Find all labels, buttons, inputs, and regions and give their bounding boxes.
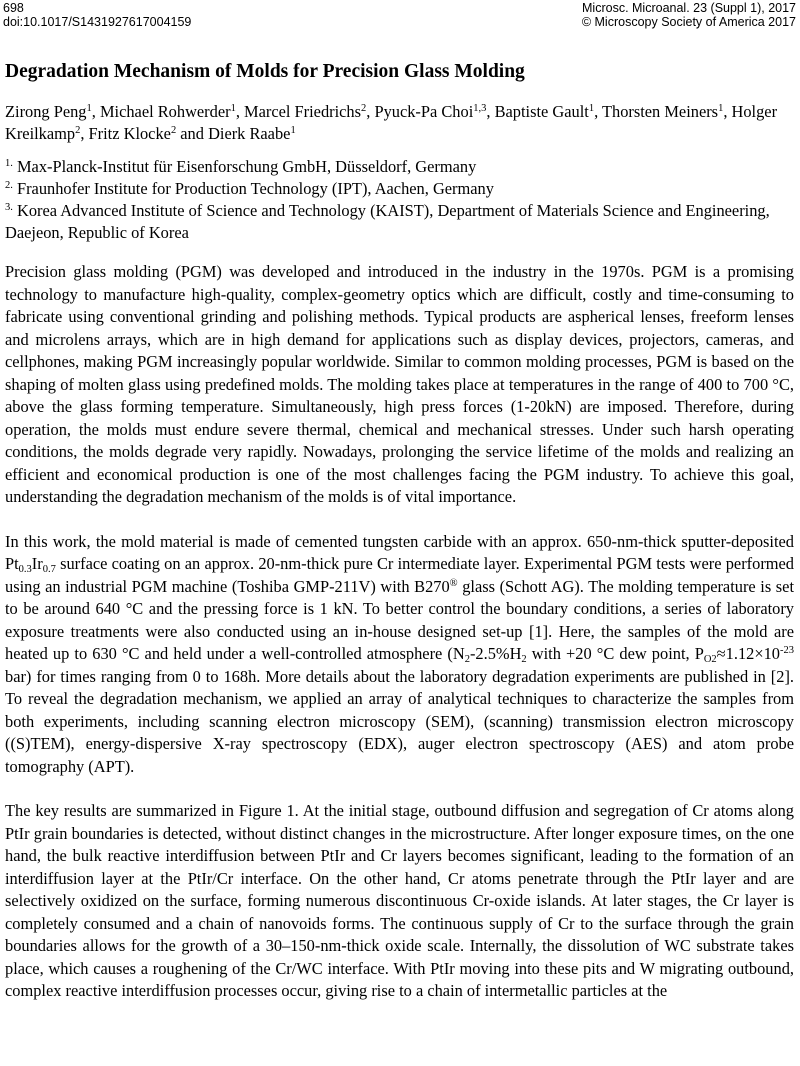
affiliation-text: Fraunhofer Institute for Production Technology (IPT), Aachen, Germany [16,179,494,198]
author: Pyuck-Pa Choi [374,102,474,121]
affiliation [5,200,794,244]
author-affiliation-mark: 1 [86,103,92,114]
paragraph-methods [5,531,794,779]
text-run: with +20 °C dew point, P [526,644,704,663]
affiliation-number: 3. [5,202,13,213]
subscript: 0.3 [18,564,32,575]
author: Thorsten Meiners [601,102,719,121]
author-list: Zirong Peng$^1$, Michael Rohwerder$^1$, Marcel Friedrichs$^2$, Pyuck-Pa Choi$^{1,3}$, Baptiste Gault$^1$, Thorsten Meiners$^1$, Holger Kreilkamp$^2$, Fritz Klocke$^2$ and Dierk Raabe$^1$ [5,102,778,143]
author-affiliation-mark: 1 [290,125,296,136]
copyright: © Microscopy Society of America 2017 [581,15,796,29]
running-header [0,0,800,38]
subscript: 2 [464,654,470,665]
doi: doi:10.1017/S1431927617004159 [3,15,192,29]
affiliation-number: 1. [5,158,13,169]
affiliation-text: Max-Planck-Institut für Eisenforschung GmbH, Düsseldorf, Germany [16,157,477,176]
author: Zirong Peng [5,102,87,121]
author: Michael Rohwerder [99,102,231,121]
author-affiliation-mark: 1 [588,103,595,114]
author-affiliation-mark: 1,3 [473,103,487,114]
page-number: 698 [3,1,24,15]
author-affiliation-mark: 2 [361,103,367,114]
author: Marcel Friedrichs [244,102,361,121]
author: Dierk Raabe [208,124,291,143]
article-title: Degradation Mechanism of Molds for Precision Glass Molding [5,61,525,82]
text-run: In this work, the mold material is made of cemented tungsten carbide with an approx. 650-nm-thick sputter-deposited Pt [5,531,794,573]
author: Baptiste Gault [494,102,589,121]
text-run: surface coating on an approx. 20-nm-thick pure Cr intermediate layer. Experimental PGM tests were performed using an industrial PGM machine (Toshiba GMP-211V) with B270 [5,554,794,596]
header-left [3,1,191,29]
paragraph-results: The key results are summarized in Figure 1. At the initial stage, outbound diffusion and segregation of Cr atoms along PtIr grain boundaries is detected, without distinct changes in the microstructure. After longer exposure times, on the one hand, the bulk reactive interdiffusion between PtIr and Cr layers becomes significant, leading to the formation of an interdiffusion layer at the PtIr/Cr interface. On the other hand, Cr atoms penetrate through the PtIr layer and are selectively oxidized on the surface, forming numerous discontinuous Cr-oxide islands. At later stages, the Cr layer is completely consumed and a chain of nanovoids forms. The continuous supply of Cr to the surface through the grain boundaries allows for the growth of a 30–150-nm-thick oxide scale. Internally, the dissolution of WC substrate takes place, which causes a roughening of the Cr/WC interface. With PtIr moving into these pits and W migrating outbound, complex reactive interdiffusion processes occur, giving rise to a chain of intermetallic particles at the [5,801,794,1000]
affiliation-number: 2. [5,180,13,191]
subscript: O2 [703,654,717,665]
subscript: 0.7 [42,564,56,575]
subscript: 2 [521,654,527,665]
text-run: -2.5%H [469,644,522,663]
header-right [582,1,796,29]
superscript: -23 [780,645,794,656]
author: Fritz Klocke [88,124,171,143]
author-affiliation-mark: 1 [718,103,724,114]
author: Holger Kreilkamp [5,102,778,143]
affiliation [5,178,794,200]
text-run: ≈1.12×10 [716,644,780,663]
text-run: glass (Schott AG). The molding temperature is set to be around 640 °C and the pressing force is 1 kN. To better control the boundary conditions, a series of laboratory exposure treatments were also conducted using an in-house designed set-up [1]. Here, the samples of the mold are heated up to 630 °C and held under a well-controlled atmosphere (N [5,576,794,663]
text-run: bar) for times ranging from 0 to 168h. More details about the laboratory degradation experiments are published in [2]. To reveal the degradation mechanism, we applied an array of analytical techniques to characterize the samples from both experiments, including scanning electron microscopy (SEM), (scanning) transmission electron microscopy ((S)TEM), energy-dispersive X-ray spectroscopy (EDX), auger electron spectroscopy (AES) and atom probe tomography (APT). [5,666,794,776]
article-body [5,60,794,1025]
text-run: Ir [31,554,43,573]
author-affiliation-mark: 2 [170,125,177,136]
journal-citation: Microsc. Microanal. 23 (Suppl 1), 2017 [582,1,796,15]
author-affiliation-mark: 1 [230,103,236,114]
affiliation-text: Korea Advanced Institute of Science and Technology (KAIST), Department of Materials Science and Engineering, Daejeon, Republic of Korea [5,201,770,242]
registered-mark: ® [449,577,458,589]
paragraph-introduction: Precision glass molding (PGM) was developed and introduced in the industry in the 1970s. PGM is a promising technology to manufacture high-quality, complex-geometry optics which are difficult, costly and time-consuming to fabricate using conventional grinding and polishing methods. Typical products are aspherical lenses, freeform lenses and microlens arrays, which are in high demand for applications such as display devices, projectors, cameras, and cellphones, making PGM increasingly popular worldwide. Similar to common molding processes, PGM is based on the shaping of molten glass using predefined molds. The molding takes place at temperatures in the range of 400 to 700 °C, above the glass forming temperature. Simultaneously, high press forces (1-20kN) are imposed. Therefore, during operation, the molds must endure severe thermal, chemical and mechanical stresses. Under such harsh operating conditions, the molds degrade very rapidly. Nowadays, prolonging the service lifetime of the molds and realizing an efficient and economical production is one of the most challenges facing the PGM industry. To achieve this goal, understanding the degradation mechanism of the molds is of vital importance. [5,262,794,506]
affiliation-list [5,156,794,244]
affiliation [5,156,794,178]
author-affiliation-mark: 2 [75,125,81,136]
